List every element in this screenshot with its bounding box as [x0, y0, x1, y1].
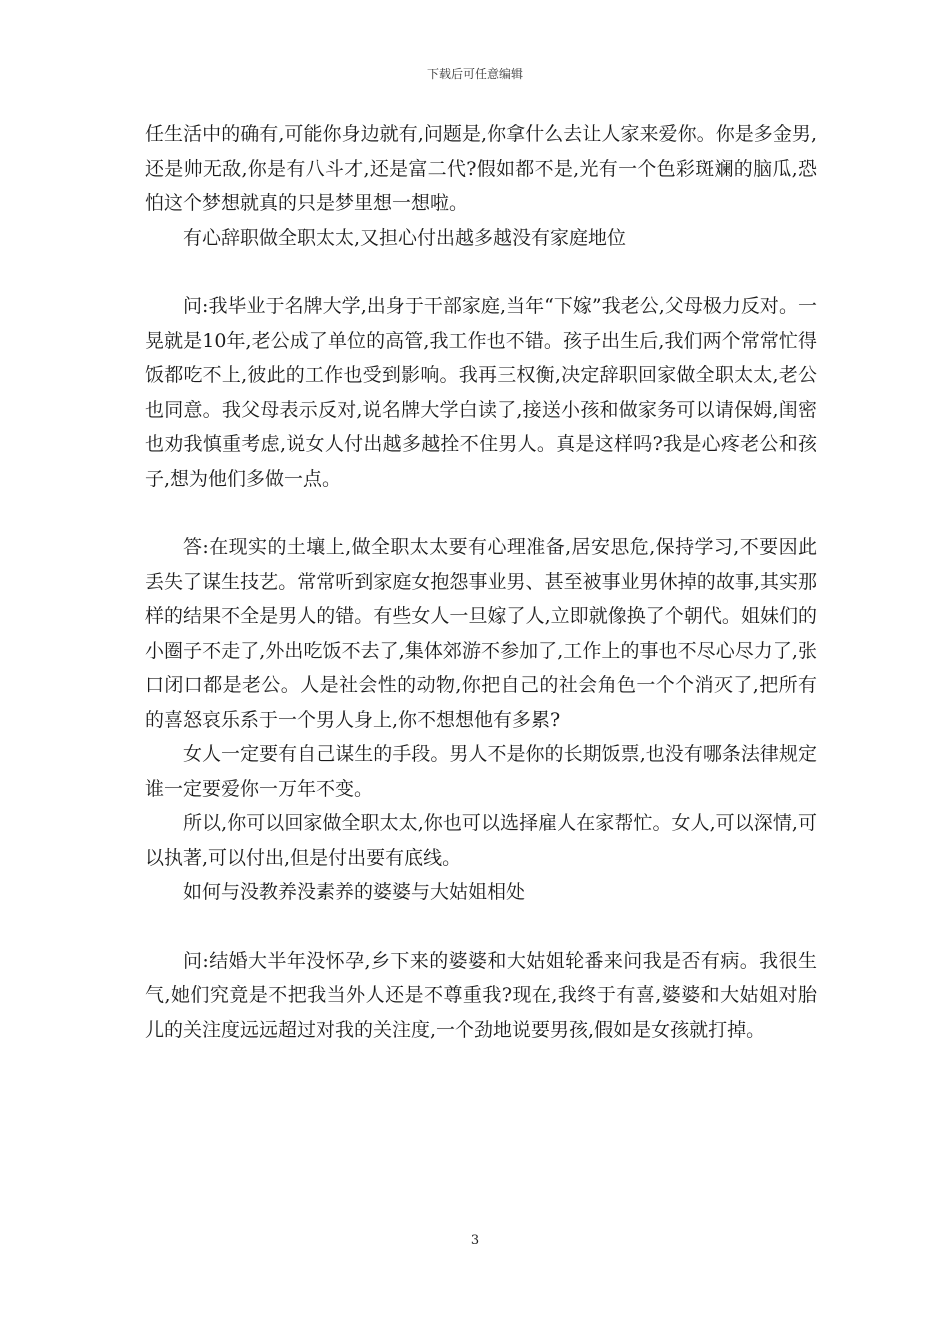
section-heading-full-time-wife: 有心辞职做全职太太,又担心付出越多越没有家庭地位	[183, 226, 627, 249]
question-paragraph: 问:我毕业于名牌大学,出身于干部家庭,当年“下嫁”我老公,父母极力反对。一晃就是10年,老公成了单位的高管,我工作也不错。孩子出生后,我们两个常常忙得饭都吃不上,彼此的工作也受到影响。我再三权衡,决定辞职回家做全职太太,老公也同意。我父母表示反对,说名牌大学白读了,接送小孩和做家务可以请保姆,闺密也劝我慎重考虑,说女人付出越多越拴不住男人。真是这样吗?我是心疼老公和孩子,想为他们多做一点。	[145, 295, 817, 490]
paragraph-continuation: 任生活中的确有,可能你身边就有,问题是,你拿什么去让人家来爱你。你是多金男,还是帅无敌,你是有八斗才,还是富二代?假如都不是,光有一个色彩斑斓的脑瓜,恐怕这个梦想就真的只是梦里想一想啦。	[145, 123, 817, 214]
document-body	[145, 117, 817, 1047]
page-header: 下载后可任意编辑	[426, 67, 523, 81]
section-heading-in-laws: 如何与没教养没素养的婆婆与大姑姐相处	[183, 881, 526, 903]
answer-paragraph-2: 女人一定要有自己谋生的手段。男人不是你的长期饭票,也没有哪条法律规定谁一定要爱你一万年不变。	[145, 743, 817, 800]
answer-paragraph-3: 所以,你可以回家做全职太太,你也可以选择雇人在家帮忙。女人,可以深情,可以执著,可以付出,但是付出要有底线。	[145, 812, 817, 869]
page-number: 3	[470, 1233, 480, 1248]
question-paragraph-2: 问:结婚大半年没怀孕,乡下来的婆婆和大姑姐轮番来问我是否有病。我很生气,她们究竟是不把我当外人还是不尊重我?现在,我终于有喜,婆婆和大姑姐对胎儿的关注度远远超过对我的关注度,一个劲地说要男孩,假如是女孩就打掉。	[145, 949, 817, 1041]
answer-paragraph: 答:在现实的土壤上,做全职太太要有心理准备,居安思危,保持学习,不要因此丢失了谋生技艺。常常听到家庭女抱怨事业男、甚至被事业男休掉的故事,其实那样的结果不全是男人的错。有些女人一旦嫁了人,立即就像换了个朝代。姐妹们的小圈子不走了,外出吃饭不去了,集体郊游不参加了,工作上的事也不尽心尽力了,张口闭口都是老公。人是社会性的动物,你把自己的社会角色一个个消灭了,把所有的喜怒哀乐系于一个男人身上,你不想想他有多累?	[145, 536, 817, 731]
